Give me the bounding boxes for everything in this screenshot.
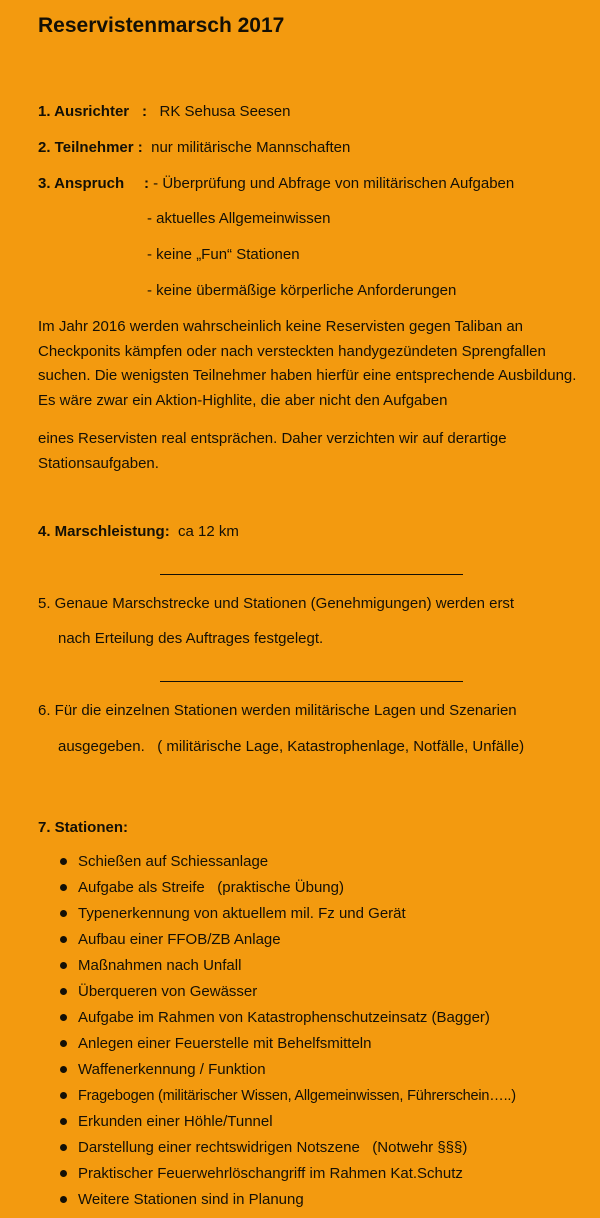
list-item-text: Praktischer Feuerwehrlöschangriff im Rahmen Kat.Schutz	[78, 1165, 463, 1182]
bullet-icon	[60, 910, 67, 917]
list-item	[58, 1109, 516, 1135]
list-item-text: Typenerkennung von aktuellem mil. Fz und Gerät	[78, 905, 406, 922]
list-item-text: Weitere Stationen sind in Planung	[78, 1191, 304, 1208]
list-item-text: Darstellung einer rechtswidrigen Notszene (Notwehr §§§)	[78, 1139, 468, 1156]
bullet-icon	[60, 1144, 67, 1151]
section6-line-2: ausgegeben. ( militärische Lage, Katastrophenlage, Notfälle, Unfälle)	[58, 738, 525, 755]
anspruch-line-4: - keine übermäßige körperliche Anforderungen	[147, 282, 457, 299]
marschleistung-separator: :	[164, 523, 170, 540]
list-item-text: Fragebogen (militärischer Wissen, Allgemeinwissen, Führerschein…..)	[78, 1088, 516, 1104]
ausrichter-value: RK Sehusa Seesen	[159, 103, 291, 120]
anspruch-line-3: - keine „Fun“ Stationen	[147, 246, 300, 263]
teilnehmer-row	[38, 139, 350, 156]
bullet-icon	[60, 936, 67, 943]
section6-line-1: 6. Für die einzelnen Stationen werden militärische Lagen und Szenarien	[38, 702, 517, 719]
divider-line	[160, 574, 463, 575]
bullet-icon	[60, 1066, 67, 1073]
intro-paragraph-1: Im Jahr 2016 werden wahrscheinlich keine Reservisten gegen Taliban an Checkponits kämpfen oder nach versteckten handygezündeten Sprengfallen suchen. Die wenigsten Teilnehmer haben hierfür eine entsprechende Ausbildung. Es wäre zwar ein Aktion-Highlite, die aber nicht den Aufgaben	[38, 318, 577, 409]
stationen-heading: 7. Stationen:	[38, 819, 129, 836]
anspruch-separator: :	[144, 175, 149, 192]
bullet-icon	[60, 1196, 67, 1203]
list-item	[58, 1031, 516, 1057]
teilnehmer-value: nur militärische Mannschaften	[151, 139, 351, 156]
list-item-text: Erkunden einer Höhle/Tunnel	[78, 1113, 273, 1130]
bullet-icon	[60, 1170, 67, 1177]
bullet-icon	[60, 1118, 67, 1125]
list-item	[58, 1005, 516, 1031]
list-item	[58, 1083, 516, 1109]
section5-line-2: nach Erteilung des Auftrages festgelegt.	[58, 630, 324, 647]
list-item	[58, 849, 516, 875]
list-item	[58, 1135, 516, 1161]
list-item-text: Waffenerkennung / Funktion	[78, 1061, 266, 1078]
list-item-text: Überqueren von Gewässer	[78, 983, 258, 1000]
anspruch-line-1: - Überprüfung und Abfrage von militärischen Aufgaben	[153, 175, 515, 192]
list-item	[58, 901, 516, 927]
intro-paragraph-2: eines Reservisten real entsprächen. Daher verzichten wir auf derartige Stationsaufgaben.	[38, 430, 507, 472]
list-item-text: Aufgabe als Streife (praktische Übung)	[78, 879, 344, 896]
ausrichter-label: 1. Ausrichter	[38, 103, 130, 120]
list-item-text: Aufgabe im Rahmen von Katastrophenschutzeinsatz (Bagger)	[78, 1009, 490, 1026]
list-item-text: Maßnahmen nach Unfall	[78, 957, 242, 974]
list-item	[58, 953, 516, 979]
list-item-text: Schießen auf Schiessanlage	[78, 853, 269, 870]
bullet-icon	[60, 884, 67, 891]
ausrichter-row	[38, 103, 290, 120]
marschleistung-row	[38, 523, 239, 540]
marschleistung-value: ca 12 km	[178, 523, 239, 540]
anspruch-label: 3. Anspruch	[38, 175, 125, 192]
ausrichter-separator: :	[142, 103, 147, 120]
teilnehmer-label: 2. Teilnehmer	[38, 139, 134, 156]
teilnehmer-separator: :	[137, 139, 143, 156]
bullet-icon	[60, 962, 67, 969]
list-item	[58, 1057, 516, 1083]
list-item	[58, 875, 516, 901]
bullet-icon	[60, 1014, 67, 1021]
list-item	[58, 927, 516, 953]
bullet-icon	[60, 1040, 67, 1047]
stationen-list	[58, 849, 516, 1213]
list-item-text: Anlegen einer Feuerstelle mit Behelfsmitteln	[78, 1035, 372, 1052]
bullet-icon	[60, 858, 67, 865]
bullet-icon	[60, 1092, 67, 1099]
bullet-icon	[60, 988, 67, 995]
list-item	[58, 1187, 516, 1213]
divider-line	[160, 681, 463, 682]
anspruch-line-2: - aktuelles Allgemeinwissen	[147, 210, 331, 227]
page-title: Reservistenmarsch 2017	[38, 14, 285, 37]
marschleistung-label: 4. Marschleistung	[38, 523, 165, 540]
list-item	[58, 979, 516, 1005]
list-item	[58, 1161, 516, 1187]
section5-line-1: 5. Genaue Marschstrecke und Stationen (Genehmigungen) werden erst	[38, 595, 515, 612]
anspruch-row	[38, 175, 514, 192]
list-item-text: Aufbau einer FFOB/ZB Anlage	[78, 931, 281, 948]
